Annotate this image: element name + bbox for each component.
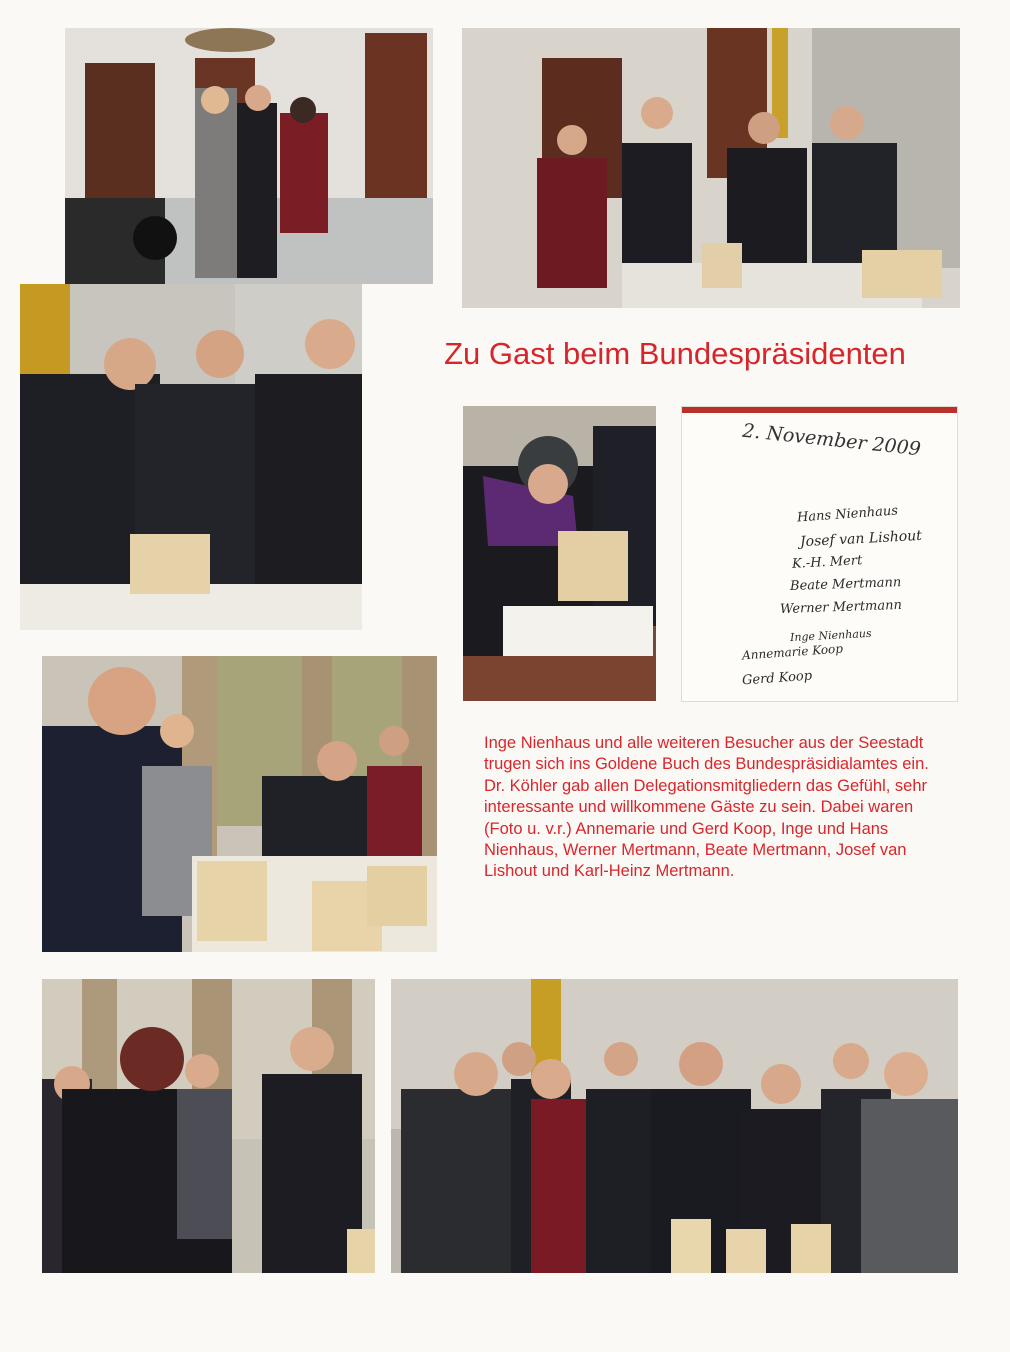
signature: Annemarie Koop <box>741 641 844 663</box>
signature: Hans Nienhaus <box>796 503 899 526</box>
photo-gifts-table <box>20 284 362 630</box>
photo-signing-book <box>463 406 656 701</box>
photo-handshake <box>42 979 375 1273</box>
signature: Werner Mertmann <box>779 597 903 618</box>
guestbook-date: 2. November 2009 <box>741 419 922 461</box>
photo-group <box>391 979 958 1273</box>
page-title: Zu Gast beim Bundespräsidenten <box>444 336 906 371</box>
signature: Josef van Lishout <box>799 527 923 551</box>
caption-text: Inge Nienhaus und alle weiteren Besucher aus der Seestadt trugen sich ins Goldene Buch des Bundespräsidialamtes ein. Dr. Köhler gab allen Delegationsmitgliedern das Gefühl, sehr interessante und willkommene Gäste zu sein. Dabei waren (Foto u. v.r.) Annemarie und Gerd Koop, Inge und Hans Nienhaus, Werner Mertmann, Beate Mertmann, Josef van Lishout und Karl-Heinz Mertmann. <box>484 734 929 881</box>
guestbook-page <box>681 406 958 702</box>
photo-koehler-signing <box>42 656 437 952</box>
signature: Gerd Koop <box>741 668 813 689</box>
signature: Beate Mertmann <box>789 575 902 594</box>
guestbook-edge <box>682 407 957 413</box>
signature: K.-H. Mert <box>791 553 863 572</box>
photo-greeting-hall <box>65 28 433 284</box>
signature: Inge Nienhaus <box>789 626 872 645</box>
photo-gift-presentation <box>462 28 960 308</box>
